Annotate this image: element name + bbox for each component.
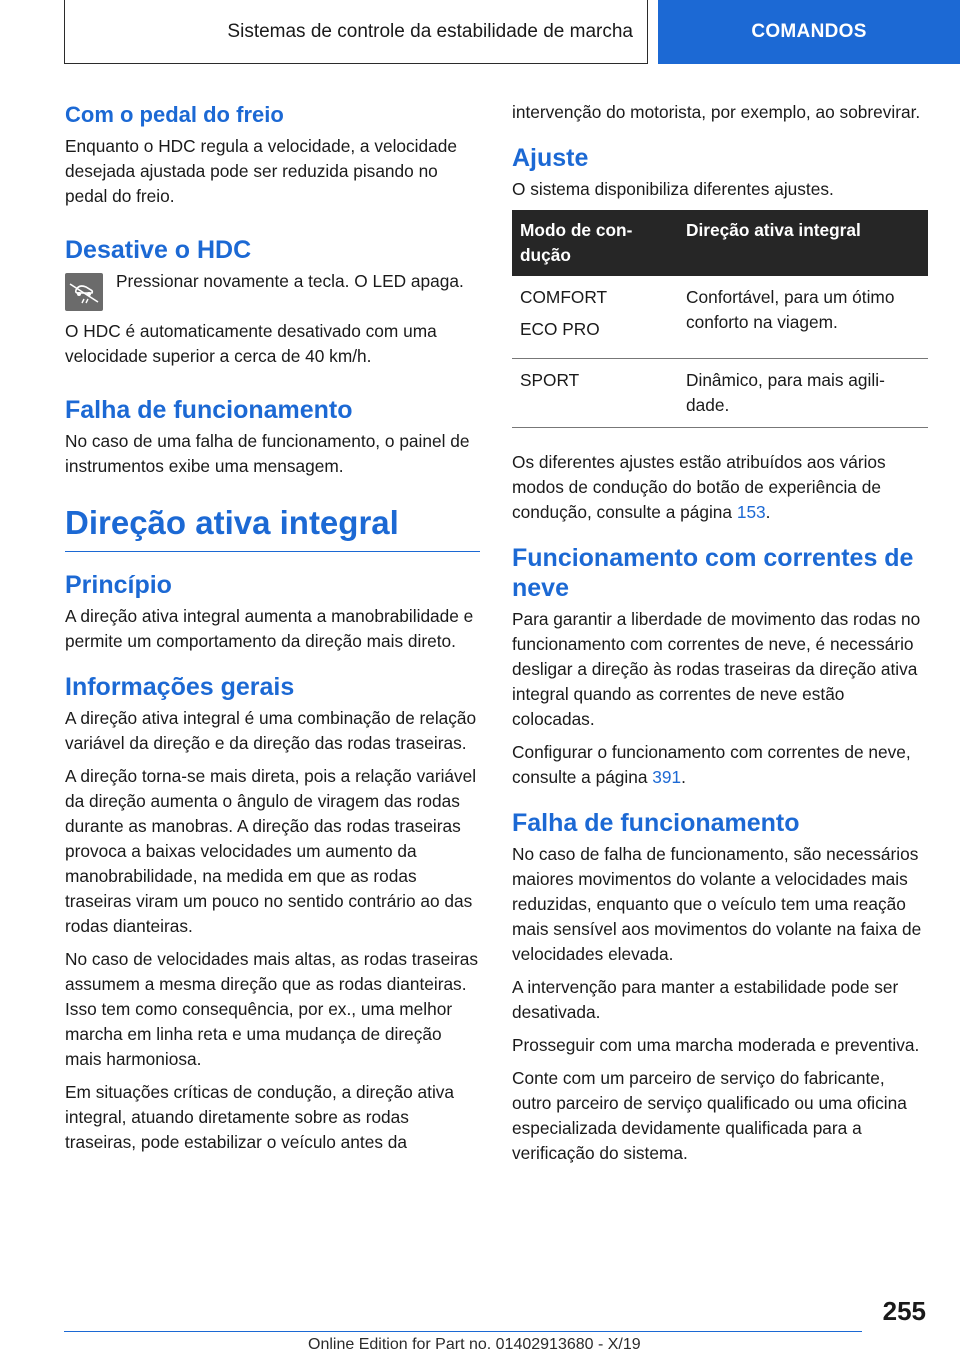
hill-descent-control-icon [65,273,103,311]
page-link-153[interactable]: 153 [736,502,766,522]
para-neve-2-end: . [681,767,686,787]
right-column [512,100,928,1174]
mode-comfort: COMFORT [520,287,608,307]
para-neve-1: Para garantir a liberdade de movimento das rodas no funcionamento com correntes de neve, é necessário desligar a direção às rodas traseiras da direção ativa integral quando as correntes de neve estão colocadas. [512,609,921,729]
heading-correntes-neve: Funcionamento com correntes de neve [512,544,914,602]
table-row [512,276,928,359]
para-info-1: A direção ativa integral é uma combinação de relação variável da direção e da direção das rodas traseiras. [65,708,477,753]
page-number: 255 [882,1296,926,1326]
page-link-391[interactable]: 391 [652,767,682,787]
table-header-row [512,210,928,276]
header-section-title-box [64,0,648,64]
heading-pedal-freio: Com o pedal do freio [65,102,284,127]
heading-ajuste: Ajuste [512,144,589,172]
footer-divider [64,1331,862,1332]
para-falha: No caso de uma falha de funcionamento, o painel de instrumentos exibe uma mensagem. [65,431,470,476]
header-section-title: Sistemas de controle da estabilidade de marcha [227,20,633,42]
para-principio: A direção ativa integral aumenta a manobrabilidade e permite um comportamento da direção mais direto. [65,606,474,651]
para-ajuste: O sistema disponibiliza diferentes ajustes. [512,179,834,199]
heading-desative-hdc: Desative o HDC [65,236,252,264]
table-cell-desc: Confortável, para um ótimo conforto na viagem. [678,276,928,359]
left-column [65,100,480,1163]
para-desative-icon: Pressionar novamente a tecla. O LED apaga. [116,271,464,291]
table-header-steering: Direção ativa integral [678,210,928,276]
para-falha2-1: No caso de falha de funcionamento, são necessários maiores movimentos do volante a velocidades mais reduzidas, enquanto que o veículo tem uma reação mais sensível aos movimentos do volante na faixa de velocidades elevada. [512,844,922,964]
heading-principio: Princípio [65,571,172,599]
header-tab[interactable] [658,0,960,64]
para-ajustes-end: . [765,502,771,522]
table-cell-modes [512,276,678,359]
para-falha2-3: Prosseguir com uma marcha moderada e preventiva. [512,1035,920,1055]
para-falha2-4: Conte com um parceiro de serviço do fabricante, outro parceiro de serviço qualificado ou uma oficina especializada devidamente qualificada para a verificação do sistema. [512,1068,907,1163]
para-desative: O HDC é automaticamente desativado com uma velocidade superior a cerca de 40 km/h. [65,321,437,366]
para-ajustes [512,450,928,525]
table-cell-desc: Dinâmico, para mais agilidade. [678,359,928,428]
para-falha2-2: A intervenção para manter a estabilidade pode ser desativada. [512,977,899,1022]
heading-info-gerais: Informações gerais [65,673,295,701]
para-pedal-freio: Enquanto o HDC regula a velocidade, a velocidade desejada ajustada pode ser reduzida pisando no pedal do freio. [65,136,457,206]
heading-falha: Falha de funcionamento [65,396,353,424]
para-neve-2 [512,740,928,790]
desative-icon-row [65,269,480,311]
settings-table [512,210,928,428]
para-neve-2-text: Configurar o funcionamento com correntes de neve, consulte a página [512,742,911,787]
para-info-3: No caso de velocidades mais altas, as rodas traseiras assumem a mesma direção que as rodas dianteiras. Isso tem como consequência, por ex., uma melhor marcha em linha reta e uma mudança de direção mais harmoniosa. [65,949,479,1069]
para-info-2: A direção torna-se mais direta, pois a relação variável da direção aumenta o ângulo de viragem das rodas durante as manobras. A direção das rodas traseiras provoca a baixas velocidades um aumento da manobrabilidade, na medida em que as rodas traseiras viram um pouco no sentido contrário ao das rodas dianteiras. [65,766,477,936]
para-ajustes-text: Os diferentes ajustes estão atribuídos aos vários modos de condução do botão de experiência de condução, consulte a página [512,452,886,522]
para-continuation: intervenção do motorista, por exemplo, ao sobrevirar. [512,102,921,122]
mode-sport: SPORT [512,359,678,428]
para-info-4: Em situações críticas de condução, a direção ativa integral, atuando diretamente sobre as rodas traseiras, pode estabilizar o veículo antes da [65,1082,455,1152]
footer-edition: Online Edition for Part no. 01402913680 - X/19 [308,1336,641,1353]
table-row [512,359,928,428]
heading-falha-2: Falha de funcionamento [512,809,800,837]
chapter-title-direcao: Direção ativa integral [65,497,480,552]
header-tab-label: COMANDOS [751,21,867,42]
table-header-mode: Modo de condução [512,210,678,276]
mode-eco-pro: ECO PRO [520,319,600,339]
